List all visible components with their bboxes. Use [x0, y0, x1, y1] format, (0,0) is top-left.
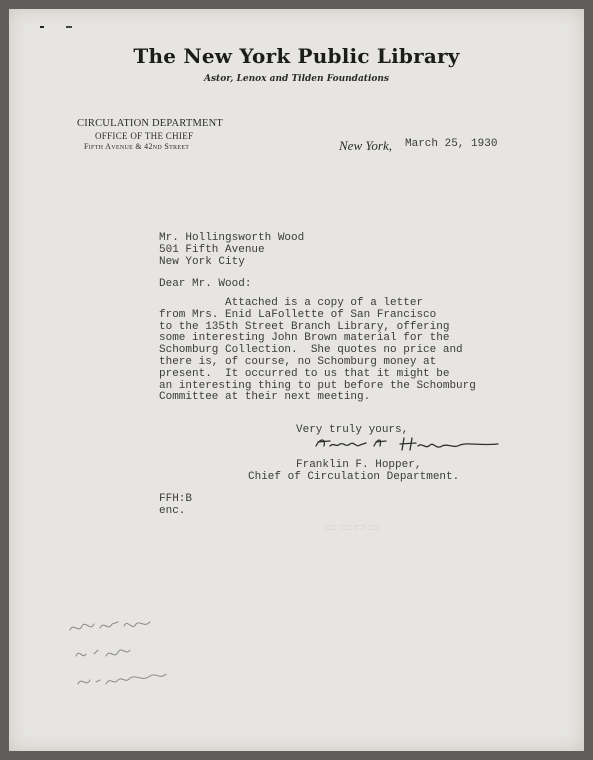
bleed-through-mark: ▭▭▭▭	[325, 520, 383, 535]
signer-name: Franklin F. Hopper,	[296, 459, 422, 471]
body-line: from Mrs. Enid LaFollette of San Francisco	[159, 308, 437, 321]
handwritten-signature	[308, 432, 508, 456]
closing: Very truly yours,	[296, 424, 409, 436]
reference-initials: FFH:B	[159, 493, 193, 505]
body-line: Committee at their next meeting.	[159, 391, 371, 404]
recipient-city: New York City	[159, 256, 245, 268]
signer-title: Chief of Circulation Department.	[248, 471, 460, 483]
body-line: to the 135th Street Branch Library, offering	[159, 320, 450, 333]
body-line: Schomburg Collection. She quotes no price and	[159, 344, 463, 357]
letter-body	[159, 298, 476, 404]
body-line: an interesting thing to put before the Schomburg	[159, 379, 476, 392]
corner-mark	[40, 26, 44, 28]
body-line: some interesting John Brown material for the	[159, 332, 450, 345]
salutation: Dear Mr. Wood:	[159, 278, 252, 290]
department-name: CIRCULATION DEPARTMENT	[77, 118, 224, 129]
dateline-place: New York,	[339, 138, 392, 153]
body-line: there is, of course, no Schomburg money at	[159, 355, 437, 368]
body-line: Attached is a copy of a letter	[159, 297, 424, 309]
enclosure-note: enc.	[159, 505, 186, 517]
recipient-street: 501 Fifth Avenue	[159, 244, 265, 256]
recipient-name: Mr. Hollingsworth Wood	[159, 232, 305, 244]
letter-date: March 25, 1930	[405, 138, 498, 150]
pencil-annotations	[60, 610, 200, 700]
body-line: present. It occurred to us that it might be	[159, 367, 450, 380]
office-address: Fifth Avenue & 42nd Street	[84, 142, 190, 151]
corner-mark	[66, 26, 72, 28]
library-masthead: The New York Public Library	[133, 44, 460, 68]
office-name: OFFICE OF THE CHIEF	[95, 131, 194, 141]
foundations-line: Astor, Lenox and Tilden Foundations	[204, 74, 389, 84]
